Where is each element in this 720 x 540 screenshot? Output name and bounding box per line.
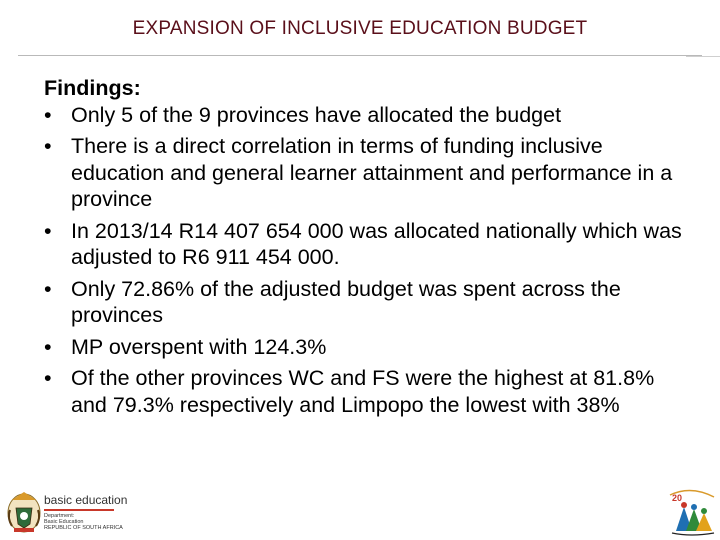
bullet-icon: •	[44, 218, 52, 243]
slide-title: EXPANSION OF INCLUSIVE EDUCATION BUDGET	[132, 18, 588, 39]
logo-line-3: Basic Education	[44, 519, 84, 525]
bullet-icon: •	[44, 366, 52, 390]
twenty-years-freedom-logo	[664, 487, 718, 537]
logo-line-1: basic education	[44, 493, 128, 507]
logo-line-2: Department:	[44, 513, 75, 519]
bullet-icon: •	[44, 102, 52, 127]
bullet-text: Only 5 of the 9 provinces have allocated the budget	[71, 102, 562, 127]
bullet-icon: •	[44, 334, 52, 359]
bullet-text: Of the other provinces WC and FS were the highest at 81.8% and 79.3% respectively and Limpopo the lowest with 38%	[71, 366, 655, 417]
logo-twenty-label: 20	[672, 493, 683, 503]
logo-line-4: REPUBLIC OF SOUTH AFRICA	[44, 525, 123, 531]
logo-separator	[44, 509, 114, 511]
findings-list	[44, 102, 684, 419]
list-item	[44, 334, 684, 361]
findings-heading: Findings:	[44, 76, 141, 100]
list-item	[44, 365, 684, 418]
bullet-text: Only 72.86% of the adjusted budget was spent across the provinces	[71, 276, 621, 327]
bullet-icon: •	[44, 276, 52, 301]
bullet-text: There is a direct correlation in terms of funding inclusive education and general learner attainment and performance in a province	[71, 134, 673, 211]
bullet-icon: •	[44, 134, 52, 158]
list-item	[44, 218, 684, 271]
bullet-text: In 2013/14 R14 407 654 000 was allocated nationally which was adjusted to R6 911 454 000.	[71, 218, 682, 269]
list-item	[44, 133, 684, 213]
department-logo-text	[44, 494, 127, 531]
bullet-text: MP overspent with 124.3%	[71, 334, 327, 359]
slide-body	[44, 75, 684, 423]
title-divider	[18, 55, 702, 56]
title-divider-right	[686, 56, 720, 57]
list-item	[44, 102, 684, 129]
list-item	[44, 276, 684, 329]
